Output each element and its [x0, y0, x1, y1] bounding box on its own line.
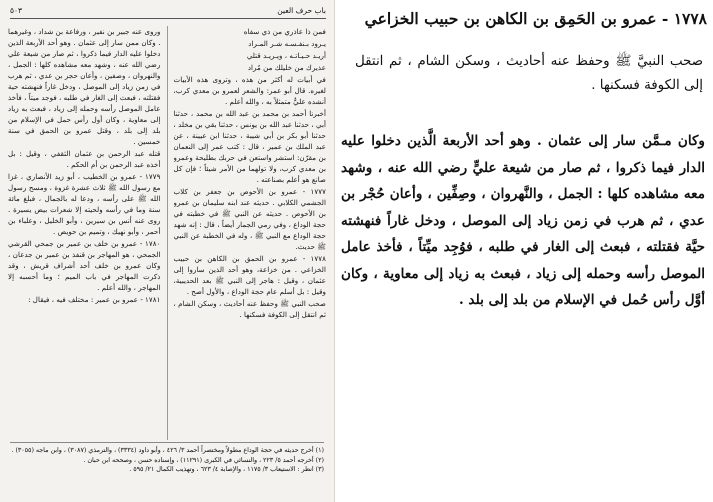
page-number: ٥٠٣ [10, 6, 23, 15]
verse-line-1: فمن ذا عاذري من ذي سفاه [243, 27, 326, 36]
paragraph: أخبرنا أحمد بن محمد بن عبد الله بن محمد ، حدثنا أبي ، حدثنا عبد الله بن يونس ، حدثنا بقي بن مخلد ، حدثنا أبو بكر بن أبي شيبة ، حدثنا ابن عيينة ، عن عبد الملك بن عمير ، قال : كتب عمر إلى النعمان بن مقرّن: استشر واستعن في حربك بطليحة وعمرو بن معدي كرب، ولا تولهما من الأمر شيئاً ؛ فإن كل صانع هو أعلم بصناعته . [173, 109, 326, 184]
entry-1779: ١٧٧٩ - عمرو بن الخطيب ، أبو زيد الأنصاري ، غزا مع رسول الله ﷺ ثلاث عشرة غزوة ، ومسح رسول الله ﷺ على رأسه ، ودعا له بالجمال ، فبلغ مائة سنة وما في رأسه ولحيته إلا شعرات بيض يسيرة . روى عنه أنس بن سيرين ، وأبو الخليل ، وعلباء بن أحمر ، وأبو نهيك ، وتميم بن حويص . [8, 172, 161, 236]
entry-title: ١٧٧٨ - عمرو بن الحَمِق بن الكاهن بن حبيب الخزاعي [364, 9, 707, 28]
column-divider [167, 26, 168, 440]
footnote-2: (٢) أخرجه أحمد ٥/ ٢٢٣ ، والنسائي في الكبرى (١١٢٩١) ، وإسناده حسن ، وصححه ابن حبان . [83, 456, 324, 464]
left-page [0, 0, 335, 502]
entry-1778: ١٧٧٨ - عمرو بن الحمق بن الكاهن بن حبيب الخزاعي . من خزاعة، وهو أحد الذين ساروا إلى عثمان ، وقيل : هاجر إلى النبي ﷺ بعد الحديبية، وقيل : بل أسلم عام حجة الوداع ، والأول أصح . [173, 254, 326, 296]
paragraph: وروى عنه جبير بن نفير ، ورفاعة بن شداد ، وغيرهما . وكان ممن سار إلى عثمان . وهو أحد الأربعة الذين دخلوا عليه الدار فيما ذكروا ، ثم صار من شيعة علي رضي الله عنه ، وشهد معه مشاهده كلها : الجمل ، والنهروان ، وصفين ، وأعان حجر بن عدي ، ثم هرب في زمن زياد إلى الموصل ، ودخل غاراً فنهشته حية فقتلته ، فبعث إلى الغار في طلبه ، فوجد ميتاً ، فأخذ عامل الموصل رأسه وحمله إلى زياد ، فبعث به زياد إلى معاوية ، وكان أول رأس حمل في الإسلام من بلد إلى بلد ، وقتل عمرو بن الحمق في سنة خمسين . [8, 27, 161, 146]
footnotes [10, 442, 324, 498]
paragraph: في أبيات له أكثر من هذه ، وتروى هذه الأبيات لغيره. قال أبو عمر: والشعر لعمرو بن معدي كرب، أنشده عليٌّ متمثلاً به ، والله أعلم . [173, 75, 326, 106]
verse-line-3: أريـد حـيـاتـه ، ويـريـد قتلي [246, 51, 326, 60]
footnote-1: (١) أخرج حديثه في حجة الوداع مطولاً ومختصراً أحمد ٣/ ٤٢٦ ، وأبو داود (٣٣٣٤) ، والترمذي (٣٠٨٧) ، وابن ماجه (٣٠٥٥) . [11, 447, 324, 454]
right-column [174, 26, 327, 440]
entry-intro [355, 50, 703, 98]
left-column [8, 26, 161, 440]
verse-line-2: يـرود بـنفـسـه شـر المـراد [248, 39, 326, 48]
entry-1781: ١٧٨١ - عمرو بن عمير : مختلف فيه ، فيقال : [28, 295, 161, 304]
entry-body [341, 128, 705, 314]
verse-line-4: عذيرك من خليلك من مُراد [247, 63, 326, 72]
entry-1777: ١٧٧٧ - عمرو بن الأحوص بن جعفر بن كلاب الجشمي الكلابي . حديثه عند ابنه سليمان بن عمرو بن الأحوص . حديثه عن النبي ﷺ في خطبته في حجة الوداع ، وفي رمي الجمار أيضاً ، قال : إنه شهد حجة الوداع مع النبي ﷺ ، وله في الخطبة عن النبي ﷺ حديث. [173, 187, 326, 251]
right-page-zoomed [335, 0, 713, 502]
footnote-3: (٣) انظر : الاستيعاب ٣/ ١١٧٥ ، والإصابة ٤/ ٦٢٣ ، وتهذيب الكمال ٢١/ ٥٩٥ . [129, 466, 324, 473]
paragraph: قتله عبد الرحمن بن عثمان الثقفي ، وقيل : بل أخذه عبد الرحمن بن أم الحكم . [8, 149, 161, 169]
text-columns [8, 26, 326, 440]
intro-paragraph: صحب النبيَّ ﷺ وحفظ عنه أحاديث ، وسكن الشام ، ثم انتقل إلى الكوفة فسكنها . [355, 54, 703, 93]
chapter-title: باب حرف العين [277, 6, 326, 15]
running-head [10, 6, 326, 19]
body-paragraph: وكان مـمَّن سار إلى عثمان . وهو أحد الأربعة الَّذين دخلوا عليه الدار فيما ذكروا ، ثم صار من شيعة عليٍّ رضي الله عنه ، وشهد معه مشاهده كلها : الجمل ، والنَّهروان ، وصِفِّين ، وأعان حُجْر بن عدي ، ثم هرب في زمن زياد إلى الموصل ، ودخل غاراً فنهشته حيَّة فقتلته ، فبعث إلى الغار في طلبه ، فوُجِد ميِّتاً ، فأخذ عامل الموصل رأسه وحمله إلى زياد ، فبعث به زياد إلى معاوية ، وكان أوَّل رأس حُمل في الإسلام من بلد إلى بلد . [341, 133, 705, 308]
entry-1780: ١٧٨٠ - عمرو بن خلف بن عمير بن جمحي القرشي الجمحي ، هو المهاجر بن قنفذ بن عمير بن جدعان ، وكان عمرو بن خلف أحد أشراف قريش ، وقد ذكرت المهاجر في باب الميم ؛ وما أحسبه إلا المهاجر ، والله أعلم . [8, 239, 161, 292]
paragraph: صحب النبي ﷺ وحفظ عنه أحاديث ، وسكن الشام ، ثم انتقل إلى الكوفة فسكنها . [173, 299, 326, 319]
